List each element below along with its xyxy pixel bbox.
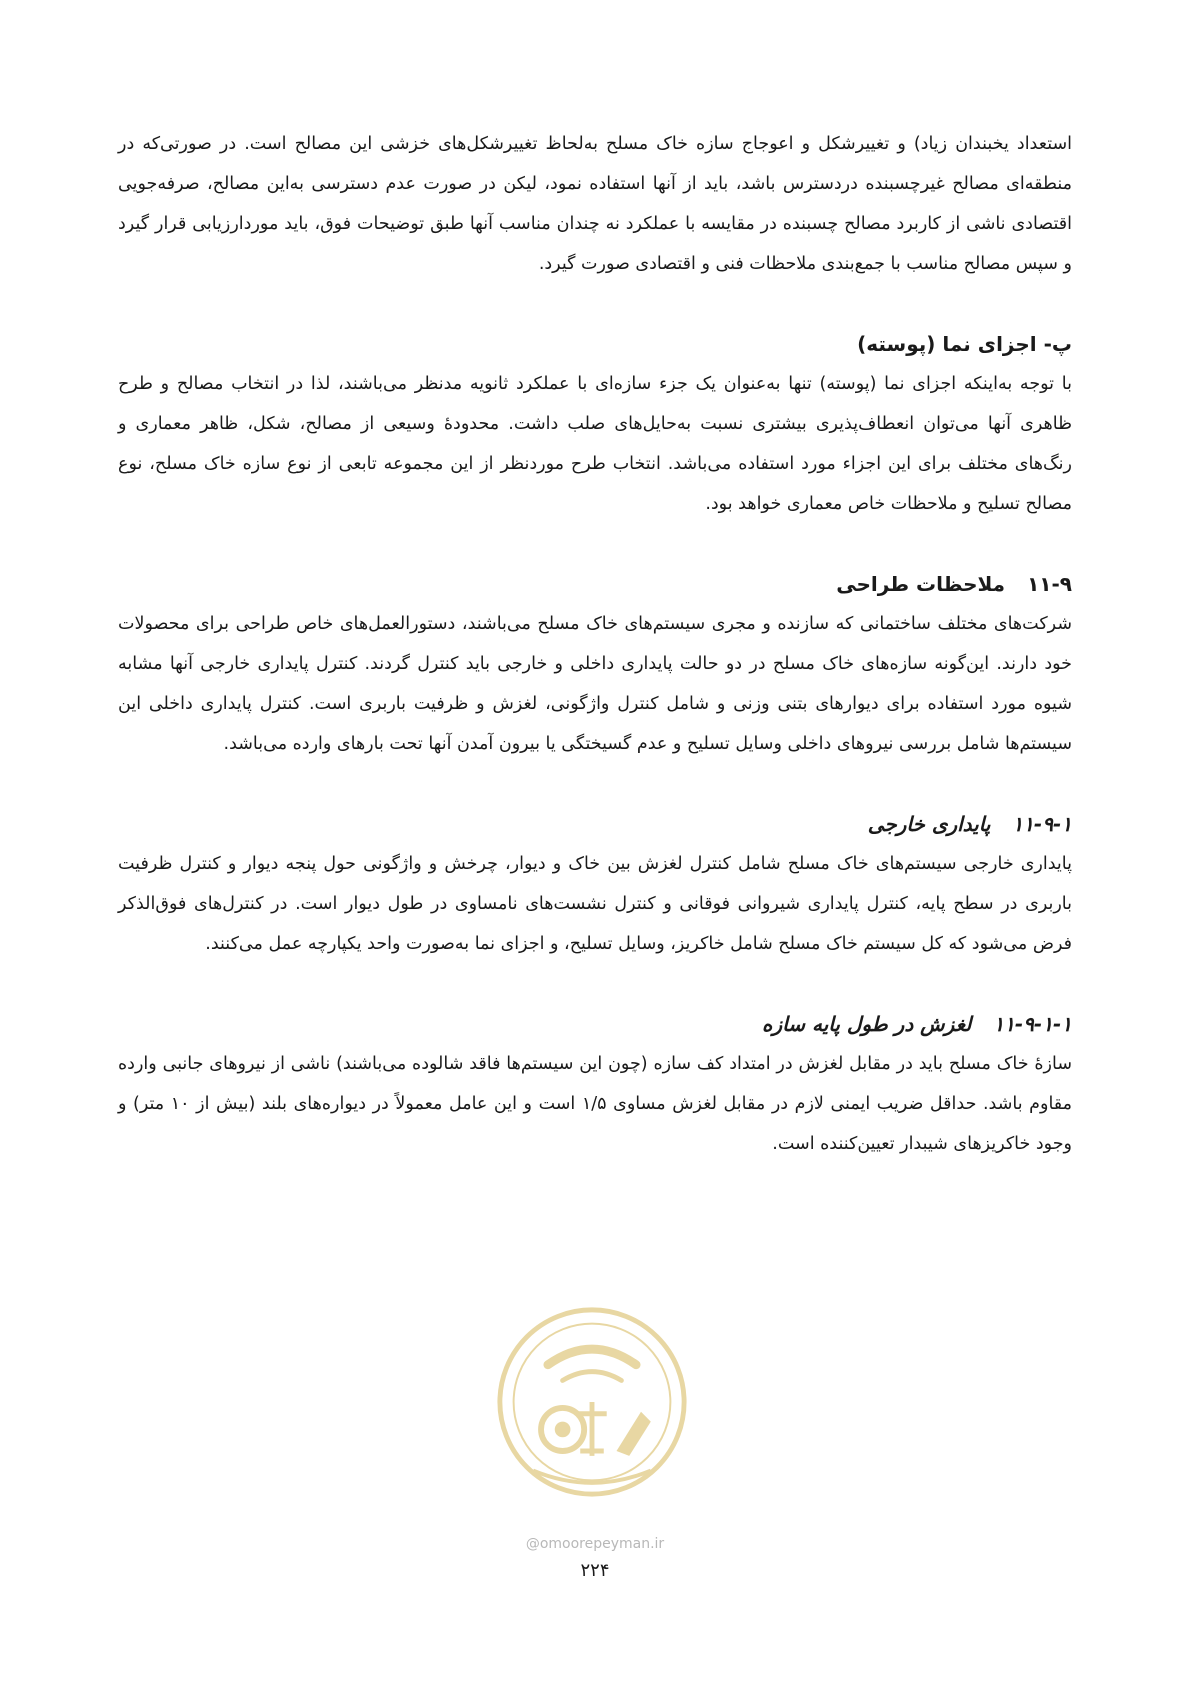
seal-logo-icon: [494, 1304, 690, 1500]
section-number: ۱۱-۹-۱-۱: [993, 1012, 1072, 1036]
paragraph-sliding: سازهٔ خاک مسلح باید در مقابل لغزش در امتداد کف سازه (چون این سیستم‌ها فاقد شالوده می‌باشند) ناشی از نیروهای جانبی وارده مقاوم باشد. حداقل ضریب ایمنی لازم در مقابل لغزش مساوی ۱/۵ است و این عامل معمولاً در دیواره‌های بلند (بیش از ۱۰ متر) و وجود خاکریزهای شیبدار تعیین‌کننده است.: [118, 1054, 1073, 1154]
page-number: ۲۲۴: [580, 1560, 610, 1581]
section-title: پایداری خارجی: [867, 812, 991, 836]
document-page: [118, 124, 1072, 1164]
section-title: لغزش در طول پایه سازه: [762, 1012, 972, 1036]
heading-design-considerations: [118, 564, 1072, 604]
heading-external-stability: [118, 804, 1072, 844]
paragraph-intro: استعداد یخبندان زیاد) و تغییرشکل و اعوجاج سازه خاک مسلح به‌لحاظ تغییرشکل‌های خزشی این مصالح است. در صورتی‌که در منطقه‌ای مصالح غیرچسبنده دردسترس باشد، باید از آنها استفاده نمود، لیکن در صورت عدم دسترسی به‌این مصالح، صرفه‌جویی اقتصادی ناشی از کاربرد مصالح چسبنده در مقایسه با عملکرد نه چندان مناسب آنها طبق توضیحات فوق، باید موردارزیابی قرار گیرد و سپس مصالح مناسب با جمع‌بندی ملاحظات فنی و اقتصادی صورت گیرد.: [118, 134, 1072, 274]
heading-facade-components: پ- اجزای نما (پوسته): [857, 332, 1072, 356]
section-number: ۱۱-۹-۱: [1012, 812, 1072, 836]
paragraph-facade-components: با توجه به‌اینکه اجزای نما (پوسته) تنها به‌عنوان یک جزء سازه‌ای با عملکرد ثانویه مدنظر می‌باشند، لذا در انتخاب مصالح و طرح ظاهری آنها می‌توان انعطاف‌پذیری بیشتری نسبت به‌حایل‌های صلب داشت. محدودهٔ وسیعی از مصالح، شکل، ظاهر معماری و رنگ‌های مختلف برای این اجزاء مورد استفاده می‌باشد. انتخاب طرح موردنظر از این مجموعه تابعی از نوع سازه خاک مسلح، نوع مصالح تسلیح و ملاحظات خاص معماری خواهد بود.: [118, 374, 1072, 514]
section-number: ۱۱-۹: [1027, 572, 1072, 596]
paragraph-design-considerations: شرکت‌های مختلف ساختمانی که سازنده و مجری سیستم‌های خاک مسلح می‌باشند، دستورالعمل‌های خاص طراحی برای محصولات خود دارند. این‌گونه سازه‌های خاک مسلح در دو حالت پایداری داخلی و خارجی باید کنترل گردند. کنترل پایداری خارجی آنها مشابه شیوه مورد استفاده برای دیوارهای بتنی وزنی و شامل کنترل واژگونی، لغزش و ظرفیت باربری است. کنترل پایداری داخلی این سیستم‌ها شامل بررسی نیروهای داخلی وسایل تسلیح و عدم گسیختگی یا بیرون آمدن آنها تحت بارهای وارده می‌باشد.: [118, 614, 1072, 754]
paragraph-external-stability: پایداری خارجی سیستم‌های خاک مسلح شامل کنترل لغزش بین خاک و دیوار، چرخش و واژگونی حول پنجه دیوار و کنترل ظرفیت باربری در سطح پایه، کنترل پایداری شیروانی فوقانی و کنترل نشست‌های نامساوی در طول دیوار است. در کنترل‌های فوق‌الذکر فرض می‌شود که کل سیستم خاک مسلح شامل خاکریز، وسایل تسلیح، و اجزای نما به‌صورت واحد یکپارچه عمل می‌کنند.: [118, 854, 1072, 954]
heading-sliding: [118, 1004, 1072, 1044]
section-title: ملاحظات طراحی: [836, 572, 1006, 596]
watermark-site-text: @omoorepeyman.ir: [525, 1536, 665, 1552]
